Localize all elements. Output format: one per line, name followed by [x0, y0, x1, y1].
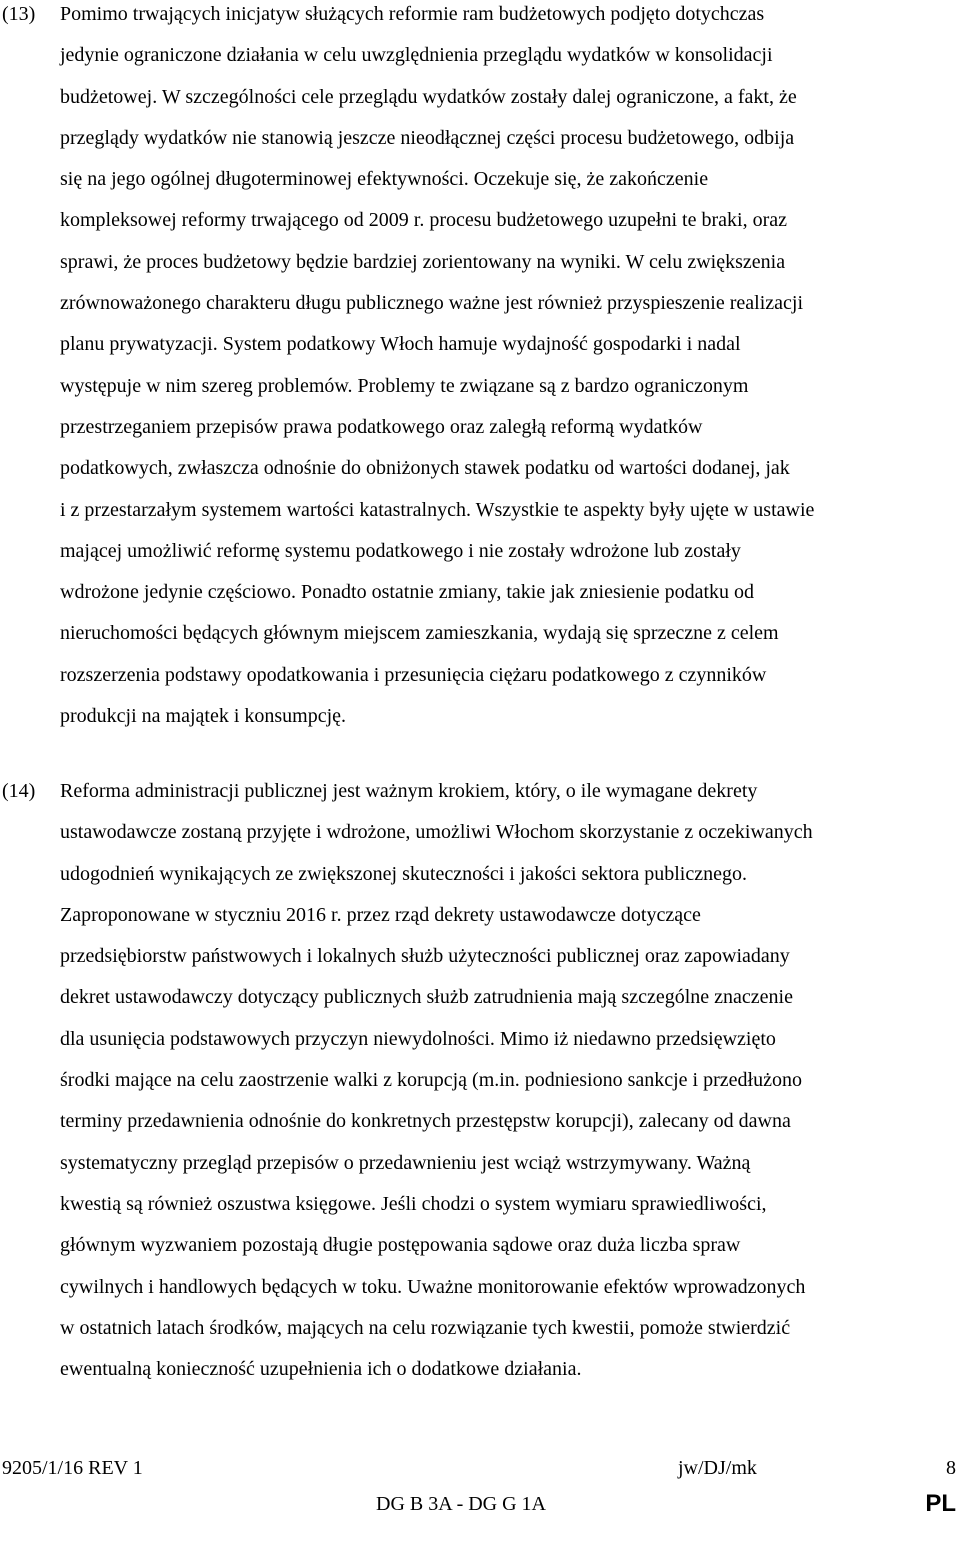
directorate-general: DG B 3A - DG G 1A — [376, 1493, 546, 1515]
text-line: produkcji na majątek i konsumpcję. — [60, 705, 347, 728]
text-line: systematyczny przegląd przepisów o przedawnieniu jest wciąż wstrzymywany. Ważną — [60, 1151, 751, 1174]
document-reference: 9205/1/16 REV 1 — [2, 1457, 143, 1479]
text-line: Zaproponowane w styczniu 2016 r. przez rząd dekrety ustawodawcze dotyczące — [60, 903, 701, 926]
text-line: dekret ustawodawczy dotyczący publicznych służb zatrudnienia mają szczególne znaczenie — [60, 986, 793, 1009]
text-line: cywilnych i handlowych będących w toku. Uważne monitorowanie efektów wprowadzonych — [60, 1275, 806, 1298]
text-line: Pomimo trwających inicjatyw służących reformie ram budżetowych podjęto dotychczas — [60, 3, 765, 25]
text-line: dla usunięcia podstawowych przyczyn niewydolności. Mimo iż niedawno przedsięwzięto — [60, 1027, 776, 1050]
paragraph-text — [60, 0, 954, 737]
text-line: kompleksowej reformy trwającego od 2009 r. procesu budżetowego uzupełni te braki, oraz — [60, 209, 787, 232]
text-line: przedsiębiorstw państwowych i lokalnych służb użyteczności publicznej oraz zapowiadany — [60, 945, 790, 968]
text-line: sprawi, że proces budżetowy będzie bardziej zorientowany na wyniki. W celu zwiększenia — [60, 250, 786, 273]
text-line: planu prywatyzacji. System podatkowy Włoch hamuje wydajność gospodarki i nadal — [60, 333, 741, 356]
text-line: rozszerzenia podstawy opodatkowania i przesunięcia ciężaru podatkowego z czynników — [60, 663, 767, 686]
text-line: występuje w nim szereg problemów. Problemy te związane są z bardzo ograniczonym — [60, 374, 749, 397]
text-line: budżetowej. W szczególności cele przeglądu wydatków zostały dalej ograniczone, a fakt, że — [60, 85, 797, 108]
text-line: w ostatnich latach środków, mających na celu rozwiązanie tych kwestii, pomoże stwierdzić — [60, 1316, 791, 1339]
text-line: i z przestarzałym systemem wartości katastralnych. Wszystkie te aspekty były ujęte w ustawie — [60, 498, 815, 521]
text-line: udogodnień wynikających ze zwiększonej skuteczności i jakości sektora publicznego. — [60, 862, 747, 885]
text-line: ewentualną konieczność uzupełnienia ich o dodatkowe działania. — [60, 1358, 582, 1381]
text-line: ustawodawcze zostaną przyjęte i wdrożone, umożliwi Włochom skorzystanie z oczekiwanych — [60, 821, 813, 844]
paragraph-text — [60, 771, 954, 1390]
text-line: wdrożone jedynie częściowo. Ponadto ostatnie zmiany, takie jak zniesienie podatku od — [60, 581, 755, 604]
page-number: 8 — [946, 1457, 956, 1479]
paragraph-number: (13) — [2, 3, 36, 25]
text-line: mającej umożliwić reformę systemu podatkowego i nie zostały wdrożone lub zostały — [60, 539, 741, 562]
text-line: przeglądy wydatków nie stanowią jeszcze nieodłącznej części procesu budżetowego, odbija — [60, 126, 795, 149]
text-line: się na jego ogólnej długoterminowej efektywności. Oczekuje się, że zakończenie — [60, 168, 709, 191]
text-line: Reforma administracji publicznej jest ważnym krokiem, który, o ile wymagane dekrety — [60, 780, 758, 802]
text-line: zrównoważonego charakteru długu publicznego ważne jest również przyspieszenie realizacji — [60, 292, 803, 315]
author-initials: jw/DJ/mk — [678, 1457, 757, 1479]
paragraph-number: (14) — [2, 780, 36, 802]
text-line: podatkowych, zwłaszcza odnośnie do obniżonych stawek podatku od wartości dodanej, jak — [60, 457, 790, 480]
text-line: terminy przedawnienia odnośnie do konkretnych przestępstw korupcji), zalecany od dawna — [60, 1110, 791, 1133]
text-line: kwestią są również oszustwa księgowe. Jeśli chodzi o system wymiaru sprawiedliwości, — [60, 1192, 767, 1215]
language-code: PL — [925, 1490, 956, 1517]
text-line: nieruchomości będących głównym miejscem zamieszkania, wydają się sprzeczne z celem — [60, 622, 779, 645]
text-line: jedynie ograniczone działania w celu uwzględnienia przeglądu wydatków w konsolidacji — [60, 44, 773, 67]
text-line: głównym wyzwaniem pozostają długie postępowania sądowe oraz duża liczba spraw — [60, 1234, 741, 1257]
text-line: środki mające na celu zaostrzenie walki z korupcją (m.in. podniesiono sankcje i przedłużono — [60, 1069, 802, 1092]
text-line: przestrzeganiem przepisów prawa podatkowego oraz zaległą reformą wydatków — [60, 415, 703, 438]
